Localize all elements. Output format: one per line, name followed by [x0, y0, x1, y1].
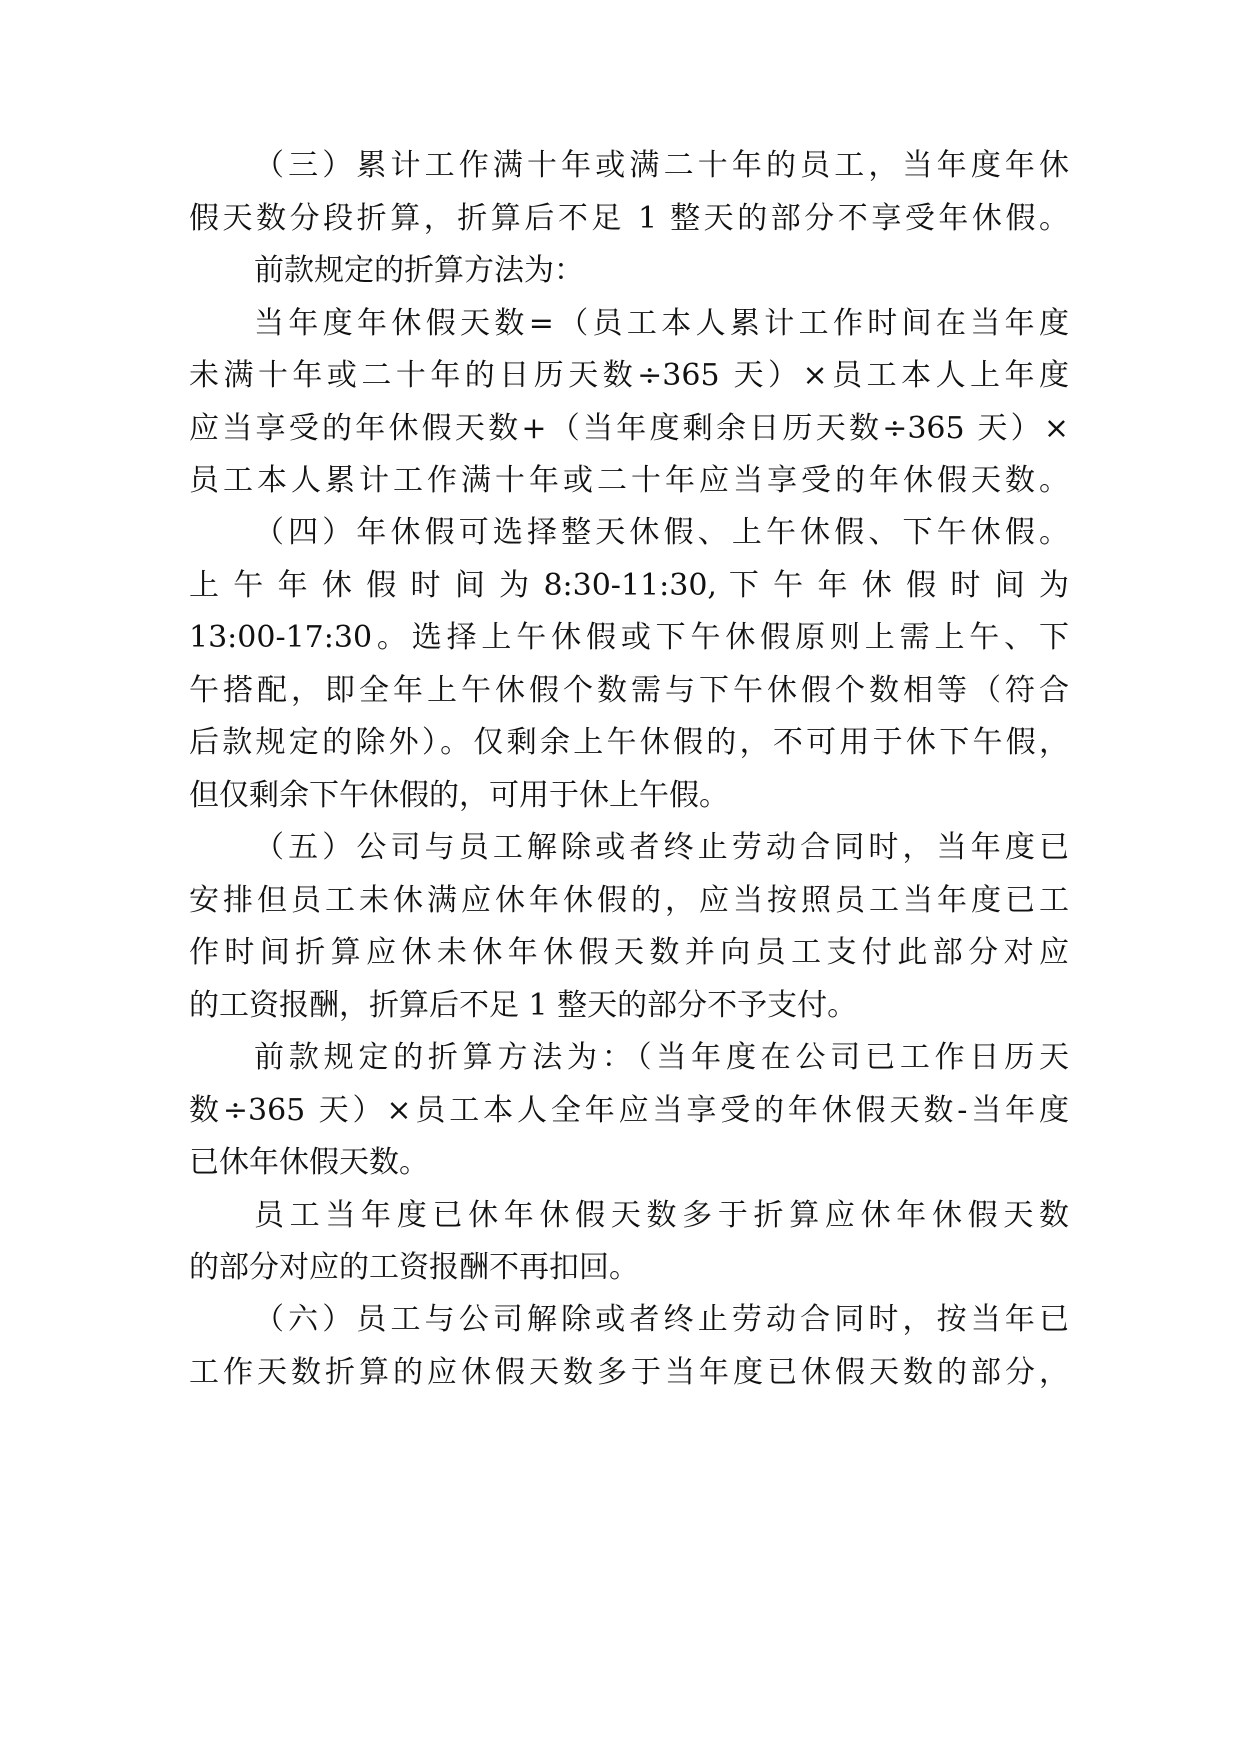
formula-line-2: 未满十年或二十年的日历天数÷365 天）×员工本人上年度: [189, 358, 1069, 393]
clause-3-line-1: （三）累计工作满十年或满二十年的员工，当年度年休: [254, 148, 1069, 183]
clause-5-line-4: 的工资报酬，折算后不足 1 整天的部分不予支付。: [189, 988, 858, 1023]
formula-line-4: 员工本人累计工作满十年或二十年应当享受的年休假天数。: [189, 463, 1069, 498]
calc-method-2-line-3: 已休年休假天数。: [189, 1145, 429, 1180]
calc-method-2-line-1: 前款规定的折算方法为：（当年度在公司已工作日历天: [254, 1040, 1069, 1075]
clause-6-line-2: 工作天数折算的应休假天数多于当年度已休假天数的部分，: [189, 1355, 1069, 1390]
clause-5-line-2: 安排但员工未休满应休年休假的，应当按照员工当年度已工: [189, 883, 1069, 918]
clause-4-line-6: 但仅剩余下午休假的，可用于休上午假。: [189, 778, 729, 813]
clause-4-line-1: （四）年休假可选择整天休假、上午休假、下午休假。: [254, 515, 1069, 550]
formula-line-3: 应当享受的年休假天数+（当年度剩余日历天数÷365 天）×: [189, 411, 1069, 446]
clause-4-line-3: 13:00-17:30。选择上午休假或下午休假原则上需上午、下: [189, 620, 1069, 655]
no-deduction-line-1: 员工当年度已休年休假天数多于折算应休年休假天数: [254, 1198, 1069, 1233]
clause-4-line-2: 上 午 年 休 假 时 间 为 8:30-11:30, 下 午 年 休 假 时 间 为: [189, 568, 1069, 603]
calc-method-heading: 前款规定的折算方法为：: [254, 253, 584, 288]
clause-5-line-1: （五）公司与员工解除或者终止劳动合同时，当年度已: [254, 830, 1069, 865]
clause-6-line-1: （六）员工与公司解除或者终止劳动合同时，按当年已: [254, 1302, 1069, 1337]
clause-4-line-4: 午搭配，即全年上午休假个数需与下午休假个数相等（符合: [189, 673, 1069, 708]
clause-4-line-5: 后款规定的除外）。仅剩余上午休假的，不可用于休下午假，: [189, 725, 1069, 760]
calc-method-2-line-2: 数÷365 天）×员工本人全年应当享受的年休假天数-当年度: [189, 1093, 1069, 1128]
clause-5-line-3: 作时间折算应休未休年休假天数并向员工支付此部分对应: [189, 935, 1069, 970]
formula-line-1: 当年度年休假天数=（员工本人累计工作时间在当年度: [254, 306, 1069, 341]
no-deduction-line-2: 的部分对应的工资报酬不再扣回。: [189, 1250, 639, 1285]
clause-3-line-2: 假天数分段折算，折算后不足 1 整天的部分不享受年休假。: [189, 201, 1069, 236]
